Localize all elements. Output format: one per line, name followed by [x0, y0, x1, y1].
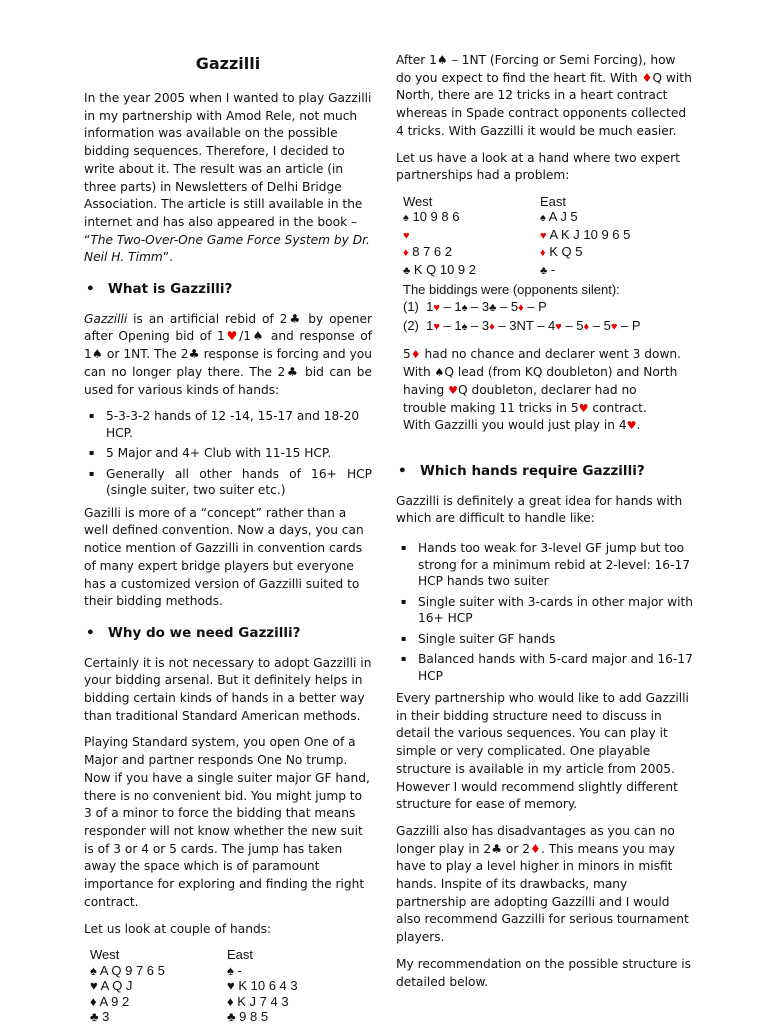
- club-icon: ♣: [285, 364, 300, 379]
- list-item: ▪ Hands too weak for 3-level GF jump but too strong for a minimum rebid at 2-level: 16-17 HCP hands two suiter: [401, 541, 690, 589]
- heart-icon: ♥: [224, 329, 240, 344]
- bullet-icon: •: [398, 462, 407, 479]
- concept-paragraph: Gazilli is more of a “concept” rather than a well defined convention. Now a days, you can notice mention of Gazzilli in convention cards of many expert bridge players but everyone has a customized version of Gazzilli suited to their bidding methods.: [84, 505, 364, 609]
- spade-icon: ♠: [434, 366, 445, 380]
- spade-icon: ♠: [540, 212, 546, 225]
- diamond-icon: ♦: [540, 247, 546, 260]
- club-icon: ♣: [540, 264, 548, 277]
- list-item: ▪ Single suiter GF hands: [401, 631, 556, 646]
- west-hand: West ♠ 10 9 8 6 ♥ ♦ 8 7 6 2 ♣ K Q 10 9 2: [403, 193, 476, 277]
- hand-types-list: [84, 408, 372, 499]
- spade-icon: ♠: [461, 302, 468, 315]
- list-item: ▪ Generally all other hands of 16+ HCP (single suiter, two suiter etc.): [89, 466, 372, 498]
- club-icon: ♣: [90, 1009, 99, 1025]
- spade-icon: ♠: [461, 321, 468, 334]
- diamond-icon: ♦: [583, 321, 590, 334]
- square-bullet-icon: ▪: [401, 543, 407, 553]
- club-icon: ♣: [489, 302, 497, 315]
- list-item: ▪ Single suiter with 3-cards in other major with 16+ HCP: [401, 594, 694, 626]
- heart-icon: ♥: [90, 978, 98, 994]
- heart-icon: ♥: [626, 419, 637, 433]
- result-paragraph: 5♦ had no chance and declarer went 3 down. With ♠Q lead (from KQ doubleton) and North having ♥Q doubleton, declarer had no trouble making 11 tricks in 5♥ contract. With Gazzilli you would just play in 4♥.: [403, 347, 682, 433]
- square-bullet-icon: ▪: [401, 633, 407, 643]
- spade-icon: ♠: [227, 962, 234, 978]
- bullet-icon: •: [86, 624, 95, 641]
- hand-diagram-2: [396, 194, 694, 280]
- club-icon: ♣: [287, 311, 303, 326]
- list-item: ▪ 5-3-3-2 hands of 12 -14, 15-17 and 18-20 HCP.: [89, 409, 360, 440]
- club-icon: ♣: [188, 347, 200, 362]
- right-column: [396, 52, 694, 1000]
- what-paragraph: Gazzilli is an artificial rebid of 2♣ by opener after Opening bid of 1♥/1♠ and response of 1♠ or 1NT. The 2♣ response is forcing and you can no longer play there. The 2♣ bid can be used for various kinds of hands:: [84, 311, 372, 397]
- heart-icon: ♥: [578, 401, 589, 415]
- square-bullet-icon: ▪: [89, 448, 95, 458]
- heading-why-need-gazzilli: • Why do we need Gazzilli?: [86, 624, 301, 641]
- disadvantages-paragraph: Gazzilli also has disadvantages as you can no longer play in 2♣ or 2♦. This means you may have to play a level higher in minors in misfit hands. Inspite of its drawbacks, many partnership are adopting Gazzilli and I would also recommend Gazzilli for serious tournament players.: [396, 823, 689, 945]
- diamond-icon: ♦: [518, 302, 524, 315]
- every-paragraph: Every partnership who would like to add Gazzilli in their bidding structure need to discuss in detail the various sequences. You can play it simple or very complicated. One playable structure is available in my article from 2005. However I would recommend slightly different structure for ease of memory.: [396, 691, 689, 812]
- east-hand: East ♠ A J 5 ♥ A K J 10 9 6 5 ♦ K Q 5 ♣ -: [540, 193, 631, 277]
- problem-paragraph: Let us have a look at a hand where two expert partnerships had a problem:: [396, 150, 680, 183]
- why-paragraph-2: Playing Standard system, you open One of a Major and partner responds One No trump. Now if you have a single suiter major GF hand, there is no convenient bid. You might jump to 3 of a minor to force the bidding that means responder will not know whether the new suit is of 3 or 4 or 5 cards. The jump has taken away the space which is of paramount importance for exploring and finding the right contract.: [84, 735, 370, 909]
- square-bullet-icon: ▪: [89, 468, 95, 478]
- why-paragraph-1: Certainly it is not necessary to adopt Gazzilli in your bidding arsenal. But it definitely helps in bidding certain kinds of hands in a better way than traditional Standard American methods.: [84, 655, 372, 723]
- intro-paragraph: In the year 2005 when I wanted to play Gazzilli in my partnership with Amod Rele, not much information was available on the possible bidding sequences. Therefore, I decided to write about it. The result was an article (in three parts) in Newsletters of Delhi Bridge Association. The article is still available in the internet and has also appeared in the book – “The Two-Over-One Game Force System by Dr. Neil H. Timm”.: [84, 91, 372, 265]
- heart-icon: ♥: [403, 229, 410, 242]
- spade-icon: ♠: [90, 962, 97, 978]
- spade-icon: ♠: [91, 347, 103, 362]
- square-bullet-icon: ▪: [89, 411, 95, 421]
- require-list: [396, 540, 694, 684]
- heading-which-hands: • Which hands require Gazzilli?: [398, 462, 645, 479]
- east-hand: East ♠ - ♥ K 10 6 4 3 ♦ K J 7 4 3 ♣ 9 8 5: [227, 947, 298, 1025]
- club-icon: ♣: [491, 841, 503, 856]
- diamond-icon: ♦: [530, 841, 541, 856]
- diamond-icon: ♦: [641, 70, 653, 85]
- heart-icon: ♥: [555, 321, 562, 334]
- which-paragraph: Gazzilli is definitely a great idea for hands with which are difficult to handle like:: [396, 493, 683, 526]
- diamond-icon: ♦: [410, 348, 421, 362]
- diamond-icon: ♦: [227, 993, 234, 1009]
- bullet-icon: •: [86, 281, 95, 298]
- look-paragraph: Let us look at couple of hands:: [84, 921, 272, 936]
- recommendation-paragraph: My recommendation on the possible structure is detailed below.: [396, 956, 692, 989]
- heart-icon: ♥: [433, 302, 440, 315]
- club-icon: ♣: [403, 264, 411, 277]
- after-paragraph: After 1♠ – 1NT (Forcing or Semi Forcing), how do you expect to find the heart fit. With ♦Q with North, there are 12 tricks in a heart contract whereas in Spade contract opponents collected 4 tricks. With Gazzilli it would be much easier.: [396, 53, 692, 138]
- heading-what-is-gazzilli: • What is Gazzilli?: [86, 281, 233, 298]
- left-column: [84, 54, 372, 1025]
- spade-icon: ♠: [251, 329, 266, 344]
- heart-icon: ♥: [433, 321, 440, 334]
- diamond-icon: ♦: [489, 321, 495, 334]
- spade-icon: ♠: [403, 212, 409, 225]
- page-title: Gazzilli: [195, 54, 261, 73]
- heart-icon: ♥: [540, 229, 547, 242]
- heart-icon: ♥: [610, 321, 618, 334]
- book-title: The Two-Over-One Game Force System by Dr. Neil H. Timm: [84, 232, 370, 265]
- heart-icon: ♥: [227, 978, 235, 994]
- list-item: ▪ Balanced hands with 5-card major and 16-17 HCP: [401, 652, 693, 683]
- hand-diagram-1: [84, 947, 372, 1025]
- west-hand: West ♠ A Q 9 7 6 5 ♥ A Q J ♦ A 9 2 ♣ 3: [90, 947, 165, 1025]
- spade-icon: ♠: [436, 53, 448, 67]
- diamond-icon: ♦: [90, 993, 97, 1009]
- bidding-sequence-1: (1) 1♥ – 1♠ – 3♣ – 5♦ – P: [403, 299, 547, 315]
- diamond-icon: ♦: [403, 247, 409, 260]
- square-bullet-icon: ▪: [401, 596, 407, 606]
- heart-icon: ♥: [448, 383, 459, 397]
- bidding-sequence-2: (2) 1♥ – 1♠ – 3♦ – 3NT – 4♥ – 5♦ – 5♥ – P: [403, 318, 641, 334]
- club-icon: ♣: [227, 1009, 236, 1025]
- list-item: ▪ 5 Major and 4+ Club with 11-15 HCP.: [89, 446, 332, 461]
- bidding-sequences: The biddings were (opponents silent): (1) 1♥ – 1♠ – 3♣ – 5♦ – P (2) 1♥ – 1♠ – 3♦ – 3NT – 4♥ – 5♦ – 5♥ – P: [396, 281, 694, 336]
- square-bullet-icon: ▪: [401, 654, 407, 664]
